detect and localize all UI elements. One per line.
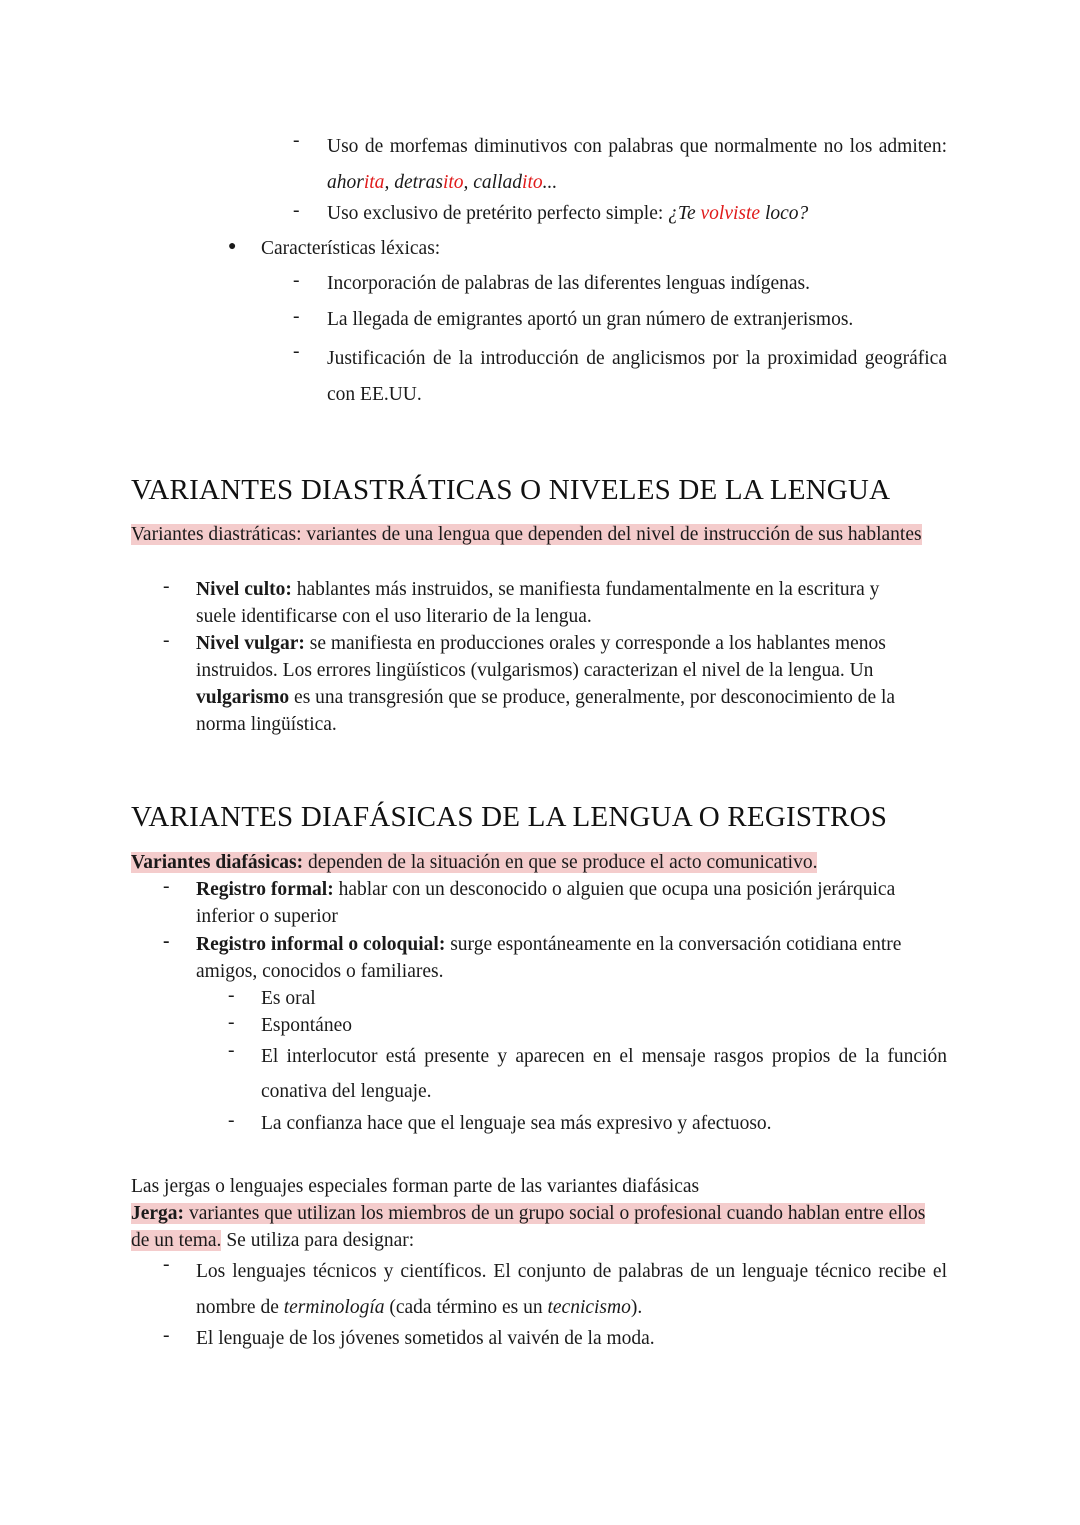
ellipsis: ... [542,172,558,193]
list-dash: - [163,630,170,651]
list-item-emigrantes: La llegada de emigrantes aportó un gran número de extranjerismos. [327,309,854,330]
list-item-nivel-culto [196,576,906,630]
term-bold: vulgarismo [196,687,290,708]
list-dash: - [163,576,170,597]
italic-term: terminología [283,1297,385,1318]
term-label: Nivel culto: [196,579,292,600]
term-label: Variantes diafásicas: [131,852,304,873]
term-description: hablar con un desconocido o alguien que ocupa una posición jerárquica inferior o superior [196,879,896,927]
definition-continuation: Se utiliza para designar: [221,1230,415,1251]
list-dash: - [163,931,170,952]
section-heading-diastraticas: VARIANTES DIASTRÁTICAS O NIVELES DE LA LENGUA [131,474,891,506]
list-dash: - [293,306,300,327]
example-word: ahor [327,172,364,193]
example-suffix: ito [522,172,543,193]
list-item-text: Uso exclusivo de pretérito perfecto simple: [327,203,669,224]
list-item-registro-formal [196,876,916,930]
separator: , [384,172,395,193]
list-dash: - [163,1254,170,1275]
definition-diastraticas [131,521,951,548]
highlighted-definition: Variantes diastráticas: variantes de una lengua que dependen del nivel de instrucción de sus hablantes [131,524,922,545]
term-label: Registro formal: [196,879,334,900]
list-dash: - [293,130,300,151]
term-description: hablantes más instruidos, se manifiesta fundamentalmente en la escritura y suele identificarse con el uso literario de la lengua. [196,579,880,627]
list-dash: - [293,200,300,221]
example-word: detras [394,172,443,193]
section-heading-diafasicas: VARIANTES DIAFÁSICAS DE LA LENGUA O REGISTROS [131,801,888,833]
term-description: surge espontáneamente en la conversación cotidiana entre amigos, conocidos o familiares. [196,934,902,982]
highlighted-definition: dependen de la situación en que se produce el acto comunicativo. [303,852,818,873]
list-dash: - [228,1110,235,1131]
highlighted-definition: variantes que utilizan los miembros de un grupo social o profesional cuando hablan entre ellos de un tema. [131,1203,926,1251]
list-dash: - [228,1040,235,1061]
term-description: se manifiesta en producciones orales y corresponde a los hablantes menos instruidos. Los errores lingüísticos (vulgarismos) caracterizan el nivel de la lengua. Un [196,633,886,681]
list-item-text: ). [630,1297,643,1318]
list-item-text: Los lenguajes técnicos y científicos. El conjunto de palabras de un lenguaje técnico recibe el nombre de [196,1261,947,1318]
separator: , [463,172,474,193]
list-item-preterito [327,200,947,227]
example-text: ¿Te [668,203,701,224]
term-description: es una transgresión que se produce, generalmente, por desconocimiento de la norma lingüística. [196,687,896,735]
list-item-anglicismos: Justificación de la introducción de anglicismos por la proximidad geográfica con EE.UU. [327,348,947,405]
list-dash: - [163,1325,170,1346]
list-dash: - [228,1012,235,1033]
example-word: callad [473,172,523,193]
list-item-registro-informal [196,931,911,985]
sub-item-espontaneo: Espontáneo [261,1015,352,1036]
list-item-indigenas: Incorporación de palabras de las diferentes lenguas indígenas. [327,273,810,294]
list-dash: - [293,341,300,362]
list-item-lenguajes-tecnicos [196,1254,947,1326]
sub-item-oral: Es oral [261,988,316,1009]
list-item-text: (cada término es un [384,1297,548,1318]
list-dash: - [228,985,235,1006]
lexical-title: Características léxicas: [261,238,441,259]
bullet-dot: ● [228,239,237,254]
sub-item-interlocutor: El interlocutor está presente y aparecen en el mensaje rasgos propios de la función conativa del lenguaje. [261,1046,947,1102]
term-label: Nivel vulgar: [196,633,305,654]
term-label: Jerga: [131,1203,185,1224]
term-label: Registro informal o coloquial: [196,934,446,955]
list-dash: - [163,876,170,897]
example-text: loco? [760,203,809,224]
sub-item-confianza: La confianza hace que el lenguaje sea más expresivo y afectuoso. [261,1113,772,1134]
italic-term: tecnicismo [547,1297,631,1318]
list-item-jovenes: El lenguaje de los jóvenes sometidos al vaivén de la moda. [196,1328,655,1349]
list-item-diminutivos [327,129,947,201]
definition-diafasicas [131,849,961,876]
list-item-nivel-vulgar [196,630,931,738]
example-verb: volviste [700,203,761,224]
list-item-text: Uso de morfemas diminutivos con palabras que normalmente no los admiten: [327,136,947,157]
jergas-intro: Las jergas o lenguajes especiales forman parte de las variantes diafásicas [131,1176,700,1197]
definition-jerga [131,1200,946,1254]
list-dash: - [293,270,300,291]
example-suffix: ita [363,172,385,193]
example-suffix: ito [442,172,464,193]
